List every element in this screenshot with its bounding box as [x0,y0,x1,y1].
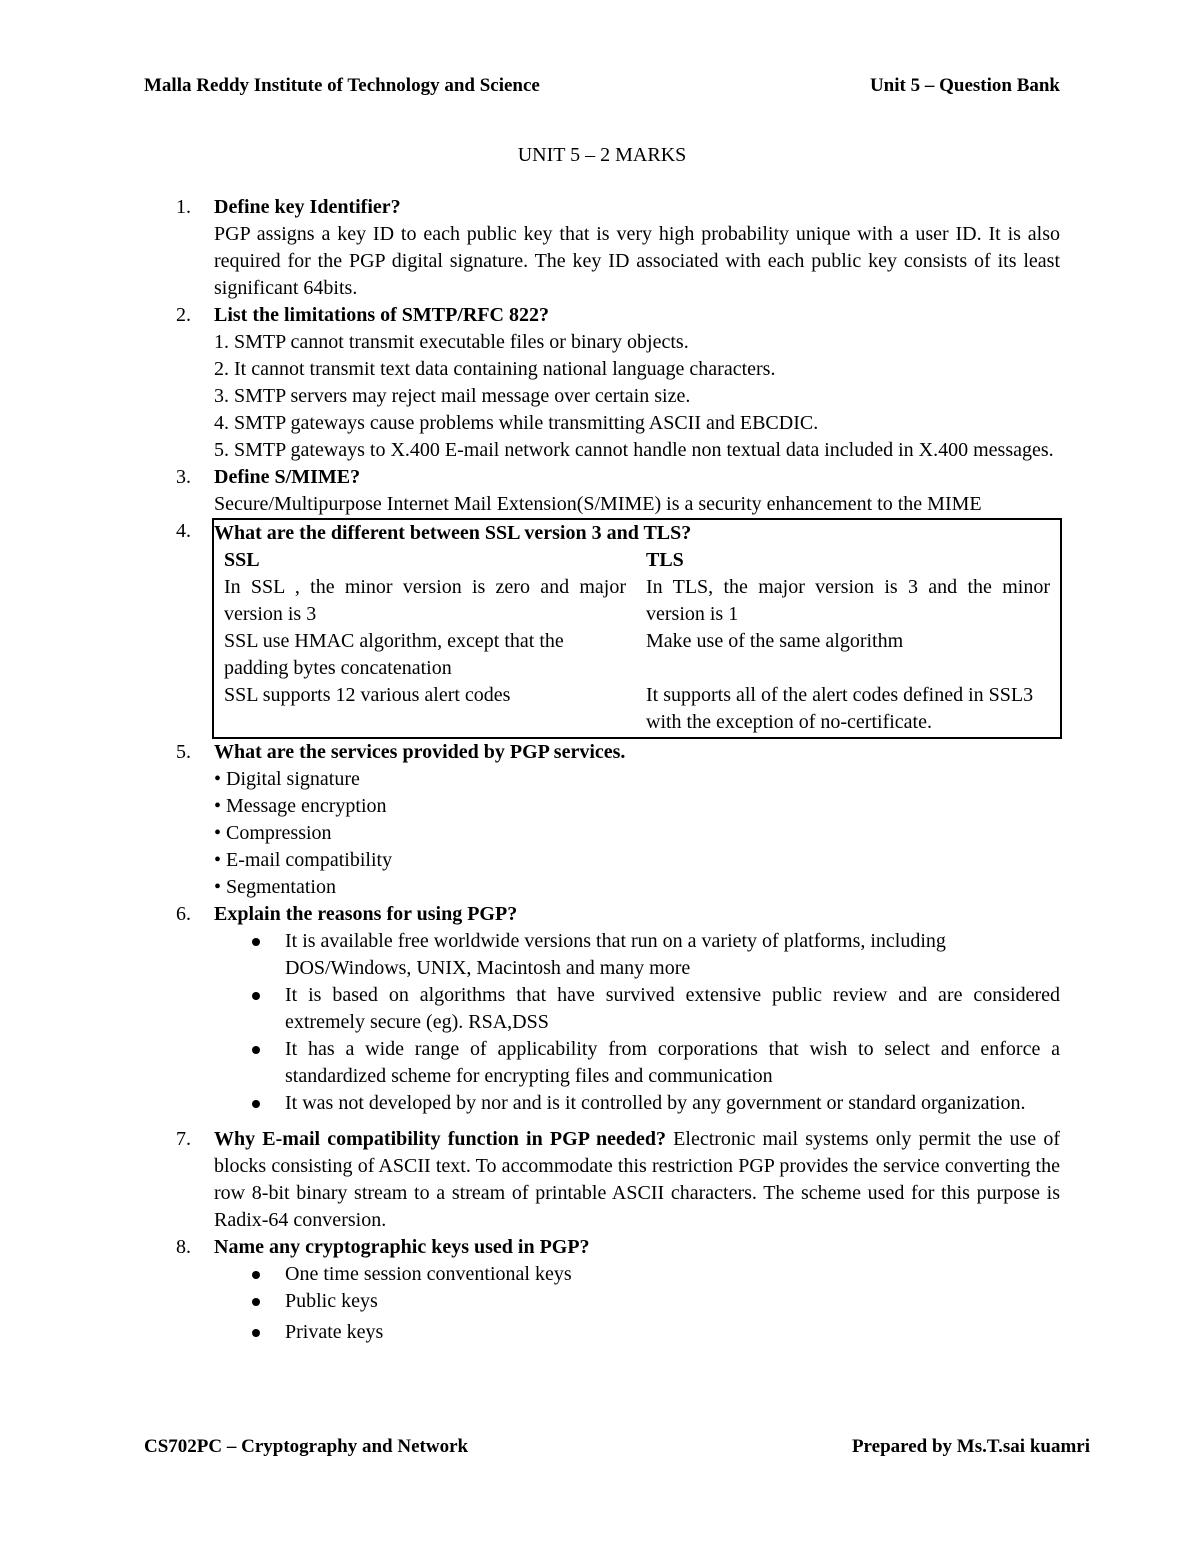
question-number: 7. [176,1128,191,1150]
question-2 [144,302,1060,464]
question-3 [144,464,1060,518]
list-item-text: Private keys [285,1321,384,1343]
list-item [214,1261,1060,1288]
footer-prepared-by: Prepared by Ms.T.sai kuamri [851,1436,1090,1457]
question-number: 8. [176,1236,191,1258]
list-item: • Compression [214,822,332,844]
column-header-tls: TLS [646,549,684,571]
comparison-table [214,547,1060,736]
question-5 [144,739,1060,901]
list-item [214,928,1060,982]
bullet-list [144,1261,1060,1346]
question-number: 4. [176,520,191,542]
table-row [214,628,1060,682]
question-title: What are the different between SSL version 3 and TLS? [214,522,692,544]
list-item [214,982,1060,1036]
list-item [214,1036,1060,1090]
comparison-box [212,518,1062,739]
table-cell: In SSL , the minor version is zero and major version is 3 [224,576,626,625]
question-1 [144,194,1060,302]
question-number: 6. [176,903,191,925]
bullet-list [144,928,1060,1117]
list-item: • E-mail compatibility [214,849,393,871]
answer-text: Electronic mail systems only permit the use of blocks consisting of ASCII text. To accommodate this restriction PGP provides the service converting the row 8-bit binary stream to a stream of printable ASCII characters. The scheme used for this purpose is Radix-64 conversion. [214,1128,1060,1231]
list-item: • Segmentation [214,876,336,898]
question-number: 2. [176,304,191,326]
list-item: 2. It cannot transmit text data containing national language characters. [214,358,776,380]
list-item: 1. SMTP cannot transmit executable files or binary objects. [214,331,689,353]
question-title: Name any cryptographic keys used in PGP? [214,1236,590,1258]
question-title: List the limitations of SMTP/RFC 822? [214,304,549,326]
list-item: 5. SMTP gateways to X.400 E-mail network cannot handle non textual data included in X.400 messages. [214,439,1054,461]
header-unit-label: Unit 5 – Question Bank [869,75,1060,96]
list-item [214,1288,1060,1315]
list-item-text: It was not developed by nor and is it controlled by any government or standard organization. [285,1092,1026,1114]
answer-text: PGP assigns a key ID to each public key that is very high probability unique with a user ID. It is also required for the PGP digital signature. The key ID associated with each public key consists of its least significant 64bits. [214,223,1060,299]
list-item: 3. SMTP servers may reject mail message over certain size. [214,385,691,407]
list-item: • Message encryption [214,795,387,817]
table-header-row [214,547,1060,574]
list-item: • Digital signature [214,768,360,790]
question-4 [144,518,1060,739]
list-item-text: It is based on algorithms that have survived extensive public review and are considered extremely secure (eg). RSA,DSS [285,984,1060,1033]
list-item: 4. SMTP gateways cause problems while transmitting ASCII and EBCDIC. [214,412,819,434]
document-body [144,142,1060,1346]
answer-text: Secure/Multipurpose Internet Mail Extension(S/MIME) is a security enhancement to the MIME [214,493,982,515]
list-item-text: One time session conventional keys [285,1263,572,1285]
header-institute: Malla Reddy Institute of Technology and Science [144,75,540,96]
footer-course: CS702PC – Cryptography and Network [144,1436,469,1457]
question-title: Define key Identifier? [214,196,401,218]
question-number: 5. [176,741,191,763]
question-title: Define S/MIME? [214,466,361,488]
list-item-text: It is available free worldwide versions that run on a variety of platforms, including DOS/Windows, UNIX, Macintosh and many more [285,930,946,979]
question-8 [144,1234,1060,1346]
table-row [214,574,1060,628]
page-header [144,72,1060,98]
question-title: What are the services provided by PGP services. [214,741,626,763]
table-cell: It supports all of the alert codes defined in SSL3 with the exception of no-certificate. [646,684,1034,733]
question-title: Why E-mail compatibility function in PGP needed? [214,1128,666,1150]
column-header-ssl: SSL [224,549,260,571]
table-cell: SSL supports 12 various alert codes [224,684,511,706]
list-item-text: It has a wide range of applicability from corporations that wish to select and enforce a standardized scheme for encrypting files and communication [285,1038,1060,1087]
table-cell: SSL use HMAC algorithm, except that the padding bytes concatenation [224,630,564,679]
question-number: 3. [176,466,191,488]
unit-title: UNIT 5 – 2 MARKS [517,144,687,166]
list-item-text: Public keys [285,1290,378,1312]
list-item [214,1319,1060,1346]
question-6 [144,901,1060,1117]
list-item [214,1090,1060,1117]
page-footer [144,1433,1090,1459]
question-7 [144,1126,1060,1234]
table-row [214,682,1060,736]
table-cell: Make use of the same algorithm [646,630,904,652]
question-title: Explain the reasons for using PGP? [214,903,518,925]
table-cell: In TLS, the major version is 3 and the minor version is 1 [646,576,1050,625]
question-number: 1. [176,196,191,218]
